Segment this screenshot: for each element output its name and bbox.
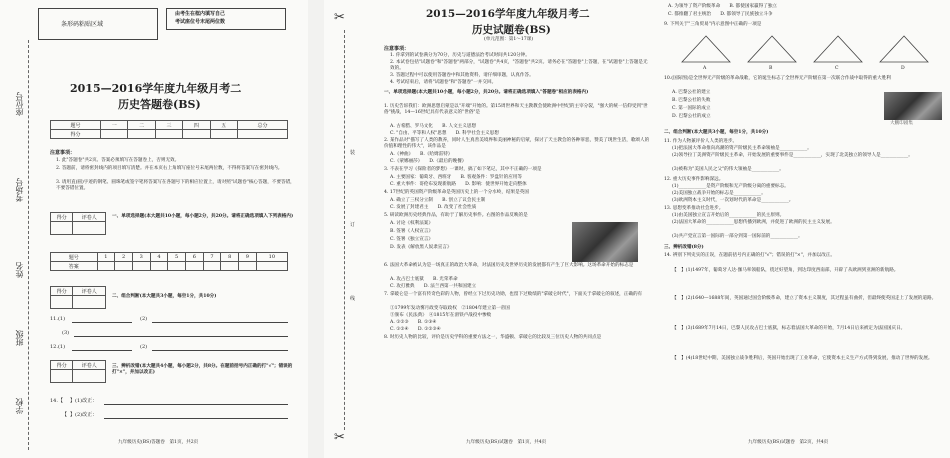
grader-label: 评卷人 (73, 287, 106, 296)
test-note-2: 2. 本试卷包括"试题卷"和"答题卷"两部分，"试题卷"共4页，"答题卷"共2页。请务必在"答题卷"上答题，在"试题卷"上答题是无效的。 (390, 60, 648, 72)
q3-options-ab: A. 主要国家：葡萄牙、西班牙 B. 客观条件：罗盘针的应用等 (390, 175, 522, 180)
score-header-cell: 五 (210, 121, 237, 130)
test-footer-1: 九年级历史(BS)试题卷 第1页，共4页 (466, 440, 547, 445)
answer-sheet (0, 0, 308, 458)
photo-caption: 大鹏印剧集 (890, 121, 913, 126)
score-header-cell: 题号 (51, 121, 101, 130)
seal-line (28, 40, 29, 450)
grader-score-label: 得分 (51, 213, 73, 222)
choice-number: 6 (185, 253, 203, 262)
seat-notice-line2: 考试座位号末尾两位数 (175, 19, 226, 25)
answer-cell[interactable] (185, 262, 203, 271)
choice-number: 5 (168, 253, 186, 262)
choice-number: 7 (203, 253, 221, 262)
notes-title: 注意事项： (50, 150, 76, 156)
q14-sub2-open: 【 (62, 412, 68, 418)
seat-number-box (166, 8, 286, 30)
score-cell[interactable] (210, 130, 237, 139)
test-page-2 (658, 0, 950, 458)
scissors-icon: ✂ (334, 10, 345, 25)
q6-options-cd: C. 攻打雅典 D. 法兰西第一共和国建立 (390, 284, 477, 289)
test-title-2: 历史试题卷(BS) (472, 24, 551, 36)
triangle-diagram-d (880, 36, 928, 62)
choice-number: 1 (97, 253, 115, 262)
fill-label-11-3: (3) (62, 330, 70, 336)
answer-cell[interactable] (256, 262, 287, 271)
q11-line-2: (2)领导拉丁美洲资产阶级民主革命，开始发展的重要事件是____________，实现了北美独立的领导人是____________。 (672, 153, 913, 158)
question-2: 2. 某作品对"描写了人类的教养，同时人生真善美境界和美丽神秘的启蒙，探讨了天主教会的各种罪恶，赞美了现世生活，歌颂人的价值和理性的伟大"，该作品是 (384, 138, 650, 150)
grader-label: 评卷人 (73, 361, 106, 370)
answer-title-2: 历史答题卷(BS) (118, 98, 201, 111)
q5-option-c: C. 签署《独立宣言》 (390, 237, 434, 242)
page-gutter (308, 0, 324, 458)
note-3: 3. 请用直(圆)字迹的钢笔、圆珠笔或签字笔将答案写在各题号下的相应位置上，请对照"试题卷"核心答题，不要答错，不要答错位置。 (56, 180, 295, 192)
q2-options-ab: A.《神曲》 B.《哈姆雷特》 (390, 152, 453, 157)
choice-answer-label: 答案 (51, 262, 98, 271)
seat-label: 座位号 (15, 92, 24, 116)
note-2: 2. 答题前，请将密封线内的项目填写清楚。并在本页右上角填写座位号末尾两位数，不得将答案写在密封线内。 (56, 166, 283, 171)
cut-line (344, 30, 345, 430)
score-cell[interactable] (237, 130, 287, 139)
seat-notice-line1: 由考生在框内填写自己 (175, 11, 226, 17)
choice-number: 3 (132, 253, 150, 262)
score-header-cell: 四 (183, 121, 210, 130)
score-cell[interactable] (128, 130, 155, 139)
test-title-1: 2015—2016学年度九年级月考二 (426, 8, 590, 20)
grader-cell[interactable] (73, 370, 106, 383)
question-11: 11. 作为人物兼评价人人类的进步。 (664, 139, 738, 144)
history-painting-image (572, 222, 638, 262)
school-label: 学校 (15, 398, 24, 414)
grader-score-label: 得分 (51, 287, 73, 296)
grader-cell[interactable] (73, 296, 106, 309)
q14-item-4: 【 】(4)18世纪中期，美国独立战争胜利后，英国开始出现了工业革命，它使资本主义生产方式得到发展，推动了世界的发展。 (672, 356, 933, 361)
q14-label: 14.【 (50, 398, 63, 404)
class-label: 班级 (15, 330, 24, 346)
grader-score-label: 得分 (51, 361, 73, 370)
fill-line[interactable] (72, 350, 132, 351)
choice-table (50, 252, 288, 271)
triangle-label-c: C (835, 66, 839, 71)
q13-line-3: (3)共产党宣言第一国际的一部分到第一国际前的____________。 (672, 234, 803, 239)
test-note-4: 4. 考试结束后，请将"试题卷"和"答题卷"一并交回。 (390, 80, 497, 85)
question-5: 5. 研读欧洲历史经典作品，有助于了解历史事件。右图的作品反映的是 (384, 213, 528, 218)
choice-number: 9 (239, 253, 257, 262)
answer-cell[interactable] (150, 262, 168, 271)
score-cell[interactable] (101, 130, 128, 139)
fill-line[interactable] (104, 418, 288, 419)
answer-cell[interactable] (168, 262, 186, 271)
name-label: 姓名 (15, 262, 24, 278)
fill-line[interactable] (72, 322, 132, 323)
score-header-cell: 一 (101, 121, 128, 130)
test-section2: 二、组合判断(本大题共3小题，每空1分，共10分) (664, 130, 769, 135)
question-3: 3. 不表在学习《探险者的梦想》一课时，搞了如下笔记，其中不正确的一项是 (384, 167, 542, 172)
q8-options-ab: A. 为领导了资产阶级革命 B. 都使国家赢得了独立 (668, 4, 778, 9)
q5-option-d: D. 发表《解放黑人奴隶宣言》 (390, 245, 452, 250)
test-note-3: 3. 答题过程中可以使用答题卷中和其他资料，请仔细审题，认真作答。 (390, 73, 534, 78)
q14-item-2: 【 】(2)1640—1688年间，英国通过国会阶级革命，建立了资本主义制度，其过程虽有曲折，但最终使英国走上了发展的道路。 (672, 296, 937, 301)
grader-label: 评卷人 (73, 213, 106, 222)
q13-line-1: (1)由美国独立宣言开始后的____________的民主原则。 (672, 213, 785, 218)
room-label: 考场号 (15, 178, 24, 202)
q10-option-d: D. 巴黎公社的成立 (672, 114, 711, 119)
q5-option-b: B. 签署《人权宣言》 (390, 229, 434, 234)
triangle-diagram-b (748, 36, 796, 62)
fill-label-11-1: 11.(1) (50, 316, 66, 322)
grader-cell[interactable] (73, 222, 106, 235)
fill-line[interactable] (104, 404, 288, 405)
margin-char-line: 线 (350, 296, 356, 302)
section1-title: 一、单项选择题(本大题共10小题，每小题2分，共20分。请将正确选项填入下列表格内) (112, 214, 294, 219)
section2-title: 二、组合判断(本大题共3小题，每空1分，共10分) (112, 294, 217, 299)
question-13: 13. 思想变革推动社会进步。 (664, 206, 724, 211)
grader-cell[interactable] (51, 222, 73, 235)
q7-item-34: ③颁布《民法典》 ④1815年在滑铁卢战役中惨败 (390, 313, 492, 318)
q10-option-a: A. 巴黎公社的建立 (672, 90, 711, 95)
q14-sub1: 】(1)改正： (70, 398, 98, 404)
fill-line[interactable] (152, 350, 288, 351)
question-12: 12. 重大历史事件影响深远。 (664, 177, 724, 182)
score-header-cell: 二 (128, 121, 155, 130)
q5-option-a: A. 讨论《权利法案》 (390, 221, 433, 226)
q2-options-cd: C.《蒙娜丽莎》 D.《最后的晚餐》 (390, 159, 467, 164)
answer-title-1: 2015—2016学年度九年级月考二 (70, 82, 242, 95)
binding-margin (324, 0, 376, 458)
q14-item-3: 【 】(3)1689年7月14日，巴黎人民攻占巴士底狱，标志着法国大革命的开始，7月14日后来被定为法国国庆日。 (672, 326, 906, 331)
answer-cell[interactable] (203, 262, 221, 271)
score-table (50, 120, 288, 139)
answer-cell[interactable] (115, 262, 133, 271)
q12-line-1: (1)____________是资产阶级和无产阶级分离的重要标志。 (672, 184, 789, 189)
question-7: 7. 拿破仑是一个富有传奇色彩的人物，曾经立下过历史功勋，也留下过败绩的"拿破仑时代"，下面关于拿破仑的叙述，正确的有 (384, 292, 643, 297)
test-note-1: 1. 你拿到的试卷满分为70分，历史与道德法治考试时间共120分钟。 (390, 53, 530, 58)
grader-box-3 (50, 360, 106, 383)
grader-box-2 (50, 286, 106, 309)
historical-photo-image (884, 92, 942, 120)
triangle-diagram-a (682, 36, 730, 62)
margin-char-bind: 装 (350, 150, 356, 156)
score-header-cell: 三 (155, 121, 182, 130)
choice-header: 题号 (51, 253, 98, 262)
q14-sub2: 】(2)改正： (70, 412, 98, 418)
section3-title: 三、辨析改错(本大题共4小题，每小题2分，共8分。在题前括号内正确的打"√"；错误的打"×"，并加以改正) (112, 364, 293, 376)
grader-box-1 (50, 212, 106, 235)
margin-char-order: 订 (350, 222, 356, 228)
score-cell[interactable] (155, 130, 182, 139)
q6-options-ab: A. 攻占巴士底狱 B. 光荣革命 (390, 277, 458, 282)
q10-option-b: B. 巴黎公社的失败 (672, 98, 711, 103)
question-10: 10.(国际图)是全世界无产阶级的革命战歌，它的诞生标志了全世界无产阶级在第一次联合作战中取得的重大胜利 (664, 76, 891, 81)
question-9: 9. 下列关于"三角贸易"内示意图中正确的一项是 (664, 22, 762, 27)
choice-number: 4 (150, 253, 168, 262)
answer-cell[interactable] (132, 262, 150, 271)
answer-cell[interactable] (239, 262, 257, 271)
question-6: 6. 法国大革命被认为是一场真正的政治大革命，对法国历史及世界历史的发展都有产生了巨大影响。这场革命开始的标志是 (384, 263, 634, 268)
test-page-1 (376, 0, 658, 458)
score-cell[interactable] (183, 130, 210, 139)
score-row-label: 得分 (51, 130, 101, 139)
q7-item-12: ①1799年发动雾月政变夺取政权 ②1804年建立第一帝国 (390, 306, 510, 311)
q8-options-cd: C. 都推翻了君主统治 D. 都领导了民族独立斗争 (668, 12, 773, 17)
triangle-diagram-c (814, 36, 862, 62)
q7-options-cd: C. ①②④ D. ①②③④ (390, 327, 441, 332)
test-scope: (单元范围：第1～17课) (484, 37, 534, 42)
question-1: 1. 历史告诉我们：欧洲思想启蒙是以"开端"开始的。第15周世界和天主教教会使欧洲中世纪的主宰分裂，"强大的统一信仰受到"世俗"挑战，14—16世纪具有代表意义的"世俗"是 (384, 104, 648, 116)
fill-line[interactable] (74, 336, 288, 337)
q12-line-3: (3)欧洲资本主义时代，一次划时代的革命是____________。 (672, 198, 794, 203)
barcode-label: 条形码粘贴区域 (61, 21, 104, 28)
triangle-label-a: A (703, 66, 707, 71)
q11-line-3: (3)被称为"美国人民之父"的伟大领袖是____________。 (672, 167, 784, 172)
fill-label-12-2: (2) (140, 344, 148, 350)
triangle-label-d: D (901, 66, 905, 71)
q7-options-ab: A. ①②③ B. ①③④ (390, 320, 437, 325)
q13-line-2: (2)法国大革命的____________思想传播到欧洲，并促进了欧洲的民主主义发展。 (672, 220, 835, 225)
q10-option-c: C. 第一国际的成立 (672, 106, 711, 111)
test-notes-title: 注意事项： (384, 46, 410, 52)
answer-footer: 九年级历史(BS)答题卷 第1页，共2页 (118, 440, 199, 445)
grader-cell[interactable] (51, 370, 73, 383)
q1-options-cd: C. "自由、平等和人权"思想 D. 科学社会主义思想 (390, 131, 499, 136)
q12-line-2: (2)美国独立战争开始的标志是____________。 (672, 191, 766, 196)
fill-label-12-1: 12.(1) (50, 344, 66, 350)
answer-cell[interactable] (221, 262, 239, 271)
choice-number: 8 (221, 253, 239, 262)
barcode-area (38, 8, 158, 40)
grader-cell[interactable] (51, 296, 73, 309)
q4-options-ab: A. 确立了三权分立制 B. 创立了议会民主制 (390, 198, 486, 203)
fill-label-11-2: (2) (140, 316, 148, 322)
choice-number: 10 (256, 253, 287, 262)
question-14: 14. 辨别下列史实的正误，在题前括号内正确的打"√"；错误的打"×"，并加以改正。 (664, 253, 835, 258)
note-1: 1. 此"答题卷"共2页。答案必须填写在答题卷上，否则无效。 (56, 158, 180, 163)
question-4: 4. 17世纪的英国资产阶级革命是英国历史上的一个分水岭，结果是英国 (384, 190, 529, 195)
q4-options-cd: C. 发展了封建君主 D. 改变了社会性质 (390, 205, 477, 210)
scissors-icon: ✂ (334, 430, 345, 445)
q11-line-1: (1)把法国大革命推向高潮的资产阶级民主革命领袖是____________。 (672, 146, 812, 151)
triangle-label-b: B (769, 66, 773, 71)
test-section1: 一、单项选择题(本大题共10小题，每小题2分，共20分。请将正确选项填入"答题卷"相应的表格内) (384, 90, 589, 95)
answer-cell[interactable] (97, 262, 115, 271)
choice-number: 2 (115, 253, 133, 262)
test-section3: 三、辨析改错(8分) (664, 245, 704, 250)
fill-line[interactable] (152, 322, 288, 323)
q1-options-ab: A. 古希腊、罗马文化 B. 人文主义思想 (390, 124, 477, 129)
test-footer-2: 九年级历史(BS)试题卷 第2页，共4页 (748, 440, 829, 445)
question-8: 8. 时历史人物的比较，评价是历史学科的重要方法之一，华盛顿、拿破仑的比较及三位历史人物的共同点是 (384, 335, 602, 340)
score-header-cell: 总分 (237, 121, 287, 130)
q14-item-1: 【 】(1)1497年，葡萄牙人达·伽马率领船队，绕过好望角，到达印度西南部，开辟了从欧洲到亚洲的新航路。 (672, 268, 899, 273)
q3-options-cd: C. 重大事件：哥伦布发现新航路 D. 影响：使世界开始走向整体 (390, 182, 527, 187)
